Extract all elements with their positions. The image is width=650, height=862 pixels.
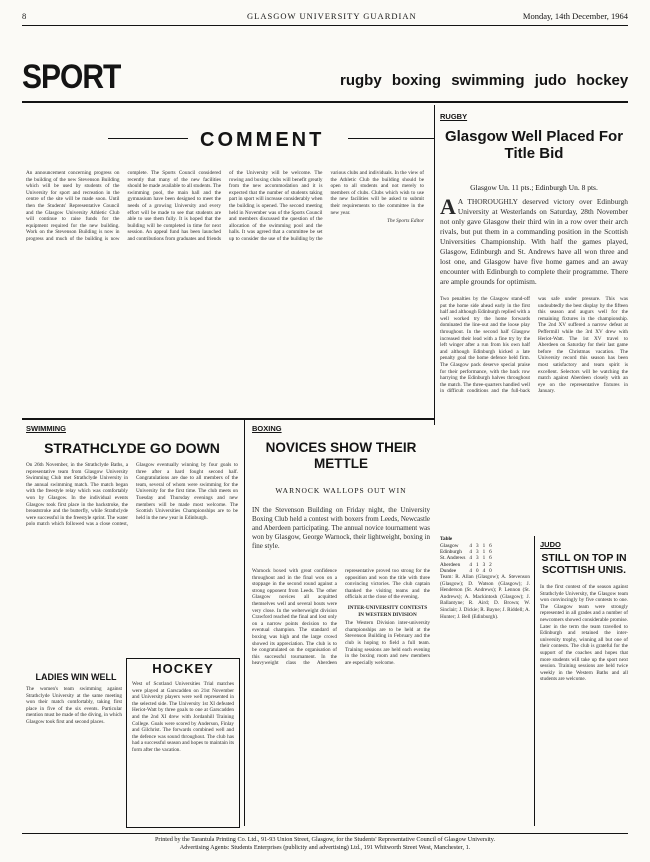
swimming-headline: STRATHCLYDE GO DOWN <box>44 440 220 456</box>
table-row: Dundee 4 0 4 0 <box>440 567 492 574</box>
section-title: SPORT <box>22 58 121 96</box>
footer-line-1: Printed by the Tarantula Printing Co. Ltd., 91-93 Union Street, Glasgow, for the Students' Representative Council of Glasgow University. <box>154 836 496 843</box>
page-number: 8 <box>22 11 27 21</box>
printer-footer <box>22 833 628 852</box>
swimming-body: On 26th November, in the Strathclyde Baths, a representative team from Glasgow University Swimming Club met Strathclyde University in the annual swimming match. The match began with the freestyle relay which was comfortably won by Glasgow. In the individual events Glasgow took first place in the backstroke, the breaststroke and the butterfly, while Strathclyde were successful in the freestyle sprint. The water polo match which followed was a close contest, Glasgow eventually winning by four goals to three after a hard fought second half. Congratulations are due to all members of the team, several of whom were swimming for the University for the first time. The club meets on Tuesday and Thursday evenings and new members will be made most welcome. The Scottish Universities Championships are to be held in the new year in Edinburgh. <box>26 462 238 528</box>
rugby-lead: A A THOROUGHLY deserved victory over Edinburgh University at Westerlands on Saturday, 28th November not only gave Glasgow their third win in a row over their arch rivals, but put them in a commanding position in the Scottish Universities Championship. With half the games played, Glasgow, Edinburgh and St. Andrews have all won three and lost one, and Glasgow have five home games and an away encounter with Edinburgh to complete their programme. There are ample grounds for optimism. <box>440 197 628 286</box>
nav-item-swimming: swimming <box>451 72 525 89</box>
page-header <box>22 5 628 26</box>
rugby-subhead: Glasgow Un. 11 pts.; Edinburgh Un. 8 pts. <box>470 183 598 192</box>
swim-box-divider <box>244 420 245 826</box>
comment-rule-left <box>108 138 188 139</box>
nav-item-rugby: rugby <box>340 72 382 89</box>
top-rule <box>22 101 628 103</box>
footer-line-2: Advertising Agents: Students Enterprises (publicity and advertising) Ltd., 191 Whitworth Street West, Manchester, 1. <box>179 844 471 851</box>
rugby-kicker: RUGBY <box>440 112 468 121</box>
swimming-subheadline: LADIES WIN WELL <box>35 672 117 682</box>
judo-headline: STILL ON TOP IN SCOTTISH UNIS. <box>541 552 627 577</box>
table-row: St. Andrews 4 3 1 6 <box>440 555 492 562</box>
judo-kicker: JUDO <box>540 540 561 549</box>
judo-body: In the first contest of the season against Strathclyde University, the Glasgow team won convincingly by five contests to one. The Glasgow team were strongly represented in all grades and a number of newcomers showed considerable promise. Later in the term the team travelled to Edinburgh and retained the inter-university trophy, winning all but one of their contests. The club is grateful for the support of the coaches and hopes that more students will take up the sport next session. Training sessions are held twice weekly in the Western Baths and all students are welcome. <box>540 584 628 683</box>
judo-divider <box>534 536 535 826</box>
boxing-body: Warnock boxed with great confidence throughout and in the final won on a stoppage in the second round against a strong opponent from Leeds. The other Glasgow novices all acquitted themselves well and several bouts were very close. In the welterweight division Crawford reached the final and lost only on a narrow points decision to the eventual champion. The standard of boxing was high and the large crowd showed its appreciation. The club is to be congratulated on the organisation of this successful tournament. In the heavyweight class the Aberdeen representative proved too strong for the opposition and won the title with three convincing victories. The club captain thanked the visiting teams and the officials at the close of the evening. INTER-UNIVERSITY CONTESTS IN WESTERN DIVISION The Western Division inter-university championships are to be held at the Stevenson Building in February and the club is hoping to field a full team. Training sessions are held each evening in the boxing room and new members are especially welcome. <box>252 568 430 667</box>
swimming-sub-body: The women's team swimming against Strathclyde University at the same meeting won their match comfortably, taking first place in five of the six events. Particular mention must be made of the diving, in which Glasgow took first and second places. <box>26 686 122 725</box>
boxing-headline: NOVICES SHOW THEIR METTLE <box>265 440 417 471</box>
comment-heading: COMMENT <box>200 129 325 151</box>
nav-item-hockey: hockey <box>576 72 629 89</box>
mid-rule <box>22 418 434 420</box>
league-table <box>440 543 494 574</box>
comment-signature: The Sports Editor <box>387 218 424 225</box>
nav-item-boxing: boxing <box>391 72 442 89</box>
boxing-subhead: WARNOCK WALLOPS OUT WIN <box>275 486 407 495</box>
rugby-team-list: Team: R. Allan (Glasgow); A. Stevenson (Glasgow); D. Watson (Glasgow); J. Henderson (St. Andrews); P. Lennon (St. Andrews); A. Mackintosh (Glasgow); J. Ballantyne; R. Aird; D. Brown; W. Sinclair; J. Dickie; R. Bayne; J. Riddell; A. Hunter; J. Bell (Edinburgh). <box>440 574 530 620</box>
column-divider <box>434 105 435 425</box>
section-nav <box>340 72 628 89</box>
hockey-body: West of Scotland Universities Trial matches were played at Garscadden on 21st November and University players were well represented in the selected side. The University 1st XI defeated Heriot-Watt by three goals to one at Garscadden and the 2nd XI drew with Jordanhill Training College. Goals were scored by Anderson, Finlay and Gilchrist. The forwards combined well and the defence was sound throughout. The club has had a successful season and hopes to maintain its form after the vacation. <box>132 680 234 753</box>
table-row: Aberdeen 4 1 3 2 <box>440 561 492 568</box>
rugby-body: Two penalties by the Glasgow stand-off put the home side ahead early in the first half and although Edinburgh replied with a well worked try the home forwards dominated the line-out and the loose play throughout. In the second half Glasgow increased their lead with a fine try by the left winger after a run from his own half and although Edinburgh kicked a late penalty goal the home defence held firm. The Glasgow pack deserve special praise for their performance, with the back row harrying the Edinburgh halves throughout the match. The three-quarters handled well in difficult conditions and the full-back was safe under pressure. This was undoubtedly the best display by the fifteen this season and augurs well for the remaining fixtures in the championship. The 2nd XV suffered a narrow defeat at Peffermill while the 3rd XV drew with Heriot-Watt. The 1st XV travel to Aberdeen on Saturday for their last game before the Christmas vacation. The University record this season has been most satisfactory and team spirit is excellent. Selectors will be watching the match against Aberdeen closely with an eye on the representative fixtures in January. <box>440 296 628 395</box>
nav-item-judo: judo <box>534 72 567 89</box>
hockey-heading: HOCKEY <box>152 661 214 676</box>
hockey-box <box>126 658 240 828</box>
rugby-table <box>440 536 530 574</box>
rugby-headline: Glasgow Well Placed For Title Bid <box>444 128 624 163</box>
table-row: Edinburgh 4 3 1 6 <box>440 549 492 556</box>
swimming-kicker: SWIMMING <box>26 424 66 433</box>
boxing-box-title: INTER-UNIVERSITY CONTESTS IN WESTERN DIVISION <box>347 604 428 618</box>
masthead: GLASGOW UNIVERSITY GUARDIAN <box>247 11 417 21</box>
boxing-lead: IN the Stevenson Building on Friday night, the University Boxing Club held a contest with boxers from Leeds, Newcastle and Aberdeen participating. The annual novice tournament was won by Glasgow, George Warnock, their lightweight, boxing in fine style. <box>252 506 430 550</box>
comment-body: An announcement concerning progress on the building of the new Stevenson Building which will be used by students of the University for sport and recreation in the centre of the site will be made soon. Until then the Students' Representative Council and the Glasgow University Athletic Club will continue to raise funds for the equipment required for the new building. Work on the Stevenson Building is now in progress and much of the building is now complete. The Sports Council considered recently that many of the new facilities should be made available to all students. The swimming pool, the main hall and the gymnasium have been designed to meet the needs of a growing University and every effort will be made to see that students are able to use them fully. It is hoped that the building will be completed in time for next session. An appeal fund has been launched and contributions from graduates and friends of the University will be welcome. The rowing and boxing clubs will benefit greatly from the new accommodation and it is expected that the number of students taking part in sport will increase considerably when the building is opened. The second meeting held in November was of the Sports Council and members discussed the question of the allocation of the swimming pool and the halls. It was agreed that a committee be set up to consider the use of the building by the various clubs and individuals. In the view of the Athletic Club the building should be open to all students and not merely to members of clubs. Clubs which wish to use the new facilities will be asked to submit their requirements to the committee in the new year. The Sports Editor <box>26 170 424 242</box>
comment-rule-right <box>348 138 434 139</box>
issue-date: Monday, 14th December, 1964 <box>522 11 628 21</box>
table-row: Glasgow 4 3 1 6 <box>440 543 492 549</box>
rugby-table-title: Table <box>440 536 453 542</box>
boxing-kicker: BOXING <box>252 424 282 433</box>
drop-cap: A <box>440 197 456 219</box>
